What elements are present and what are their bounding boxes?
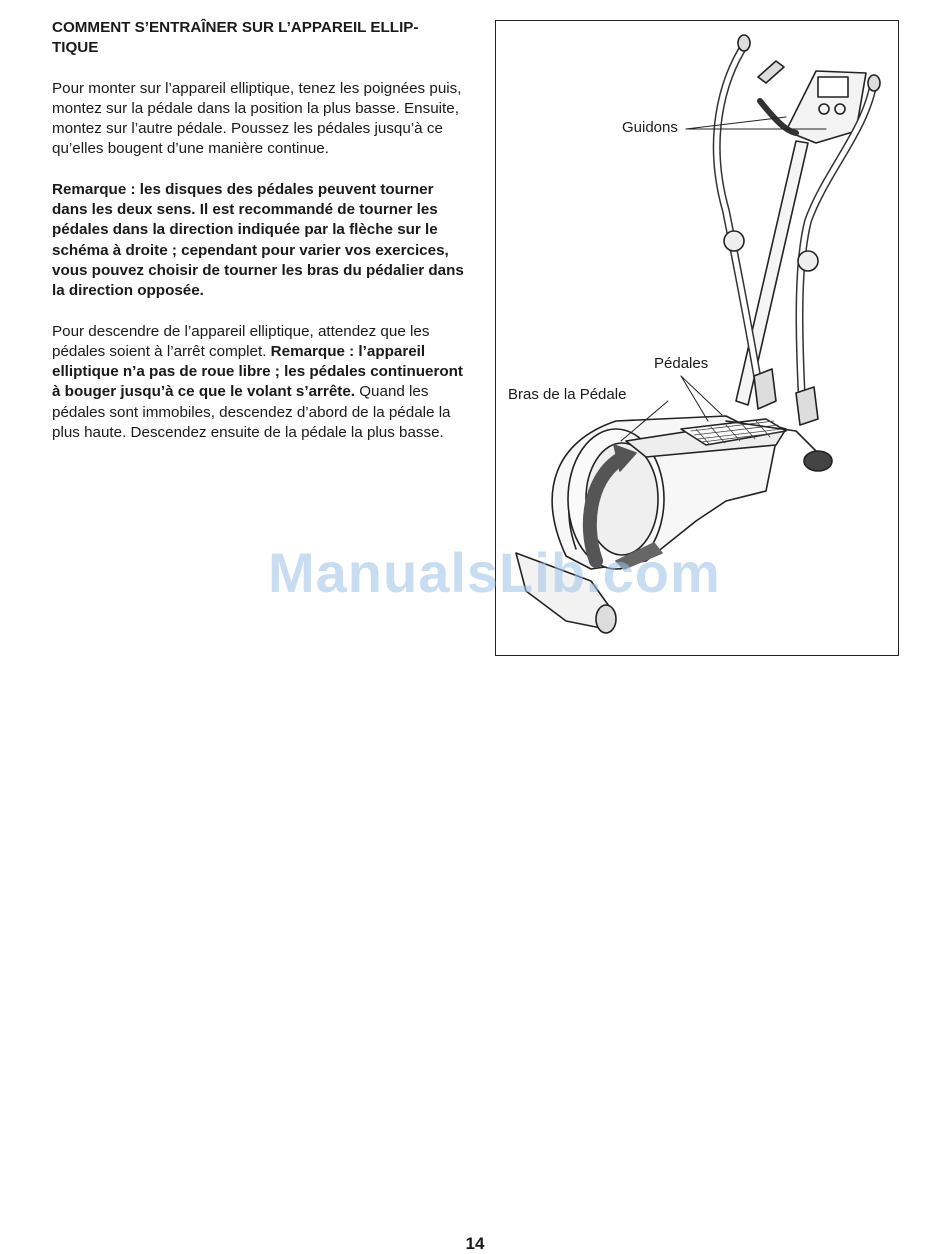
paragraph-note-direction: Remarque : les disques des pédales peuvent tourner dans les deux sens. Il est recommandé de tourner les pédales dans la direction indiquée par la flèche sur le schéma à droite ; cependant pour varier vos exercices, vous pouvez choisir de tourner les bras du pédalier dans la direction opposée. xyxy=(52,180,464,300)
watermark-logo: ManualsLib.com xyxy=(268,541,721,604)
paragraph-dismounting-note: Remarque : l’appareil elliptique n’a pas de roue libre ; les pédales continueront à bouger jusqu’à ce que le volant s’arrête. xyxy=(52,342,463,401)
page-number: 14 xyxy=(465,1234,485,1253)
callout-pedal-arm: Bras de la Pédale xyxy=(508,386,627,403)
paragraph-dismounting xyxy=(52,322,464,444)
paragraph-mounting: Pour monter sur l’appareil elliptique, tenez les poignées puis, montez sur la pédale dans la position la plus basse. Ensuite, montez sur l’autre pédale. Poussez les pédales jusqu’à ce qu’elles bougent d’une manière continue. xyxy=(52,79,462,158)
paragraph-dismounting-end: Quand les pédales sont immobiles, descendez d’abord de la pédale la plus haute. Descendez ensuite de la pédale la plus basse. xyxy=(52,383,451,442)
callout-pedals: Pédales xyxy=(654,355,709,372)
callout-handlebars: Guidons xyxy=(622,119,678,136)
instructions-column xyxy=(52,18,464,463)
section-heading: COMMENT S’ENTRAÎNER SUR L’APPAREIL ELLIP-TIQUE xyxy=(52,19,419,57)
paragraph-dismounting-start: Pour descendre de l’appareil elliptique, attendez que les pédales soient à l’arrêt complet. xyxy=(52,322,430,360)
